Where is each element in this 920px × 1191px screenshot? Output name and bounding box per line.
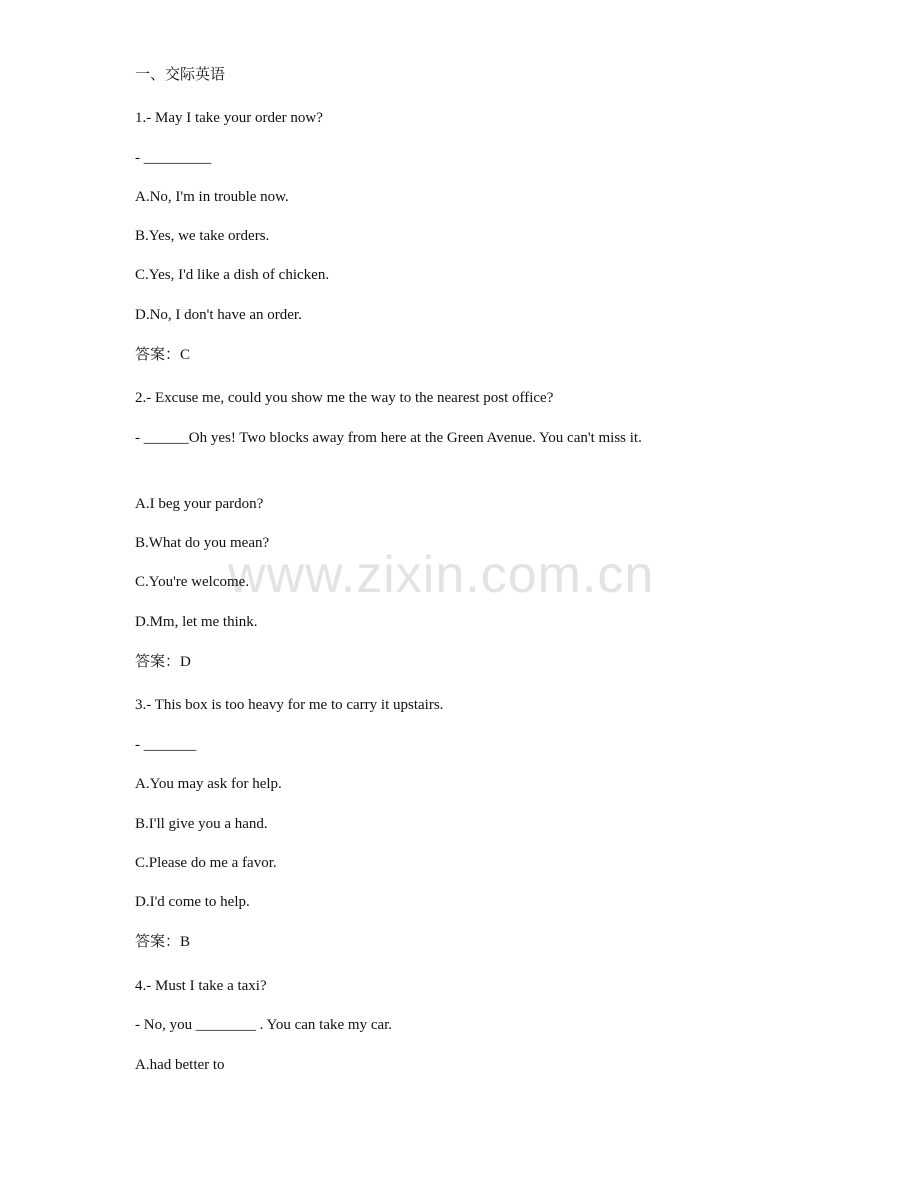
question-3-option-a: A.You may ask for help. xyxy=(135,776,282,792)
question-2-option-b: B.What do you mean? xyxy=(135,535,270,551)
question-2-option-c: C.You're welcome. xyxy=(135,574,250,590)
question-1-text: 1.- May I take your order now? xyxy=(135,110,323,126)
question-1-option-a: A.No, I'm in trouble now. xyxy=(135,189,289,205)
question-3-option-b: B.I'll give you a hand. xyxy=(135,816,268,832)
question-2-blank: - ______Oh yes! Two blocks away from here at the Green Avenue. You can't miss it. xyxy=(135,430,642,446)
question-3-text: 3.- This box is too heavy for me to carry it upstairs. xyxy=(135,697,444,713)
question-2-text: 2.- Excuse me, could you show me the way to the nearest post office? xyxy=(135,390,554,406)
question-3-answer: 答案：B xyxy=(135,934,191,950)
question-4-option-a: A.had better to xyxy=(135,1057,225,1073)
question-3-option-d: D.I'd come to help. xyxy=(135,894,250,910)
question-1-option-b: B.Yes, we take orders. xyxy=(135,228,270,244)
question-2-answer: 答案：D xyxy=(135,654,191,670)
question-1-blank: - _________ xyxy=(135,150,212,166)
question-3-blank: - _______ xyxy=(135,737,197,753)
question-1-answer: 答案：C xyxy=(135,347,191,363)
watermark: www.zixin.com.cn xyxy=(228,546,655,604)
question-1-option-d: D.No, I don't have an order. xyxy=(135,307,302,323)
question-3-option-c: C.Please do me a favor. xyxy=(135,855,277,871)
question-2-option-a: A.I beg your pardon? xyxy=(135,496,264,512)
question-4-blank: - No, you ________ . You can take my car. xyxy=(135,1017,393,1033)
question-4-text: 4.- Must I take a taxi? xyxy=(135,978,267,994)
question-1-option-c: C.Yes, I'd like a dish of chicken. xyxy=(135,267,330,283)
section-title: 一、交际英语 xyxy=(135,67,226,83)
question-2-option-d: D.Mm, let me think. xyxy=(135,614,258,630)
